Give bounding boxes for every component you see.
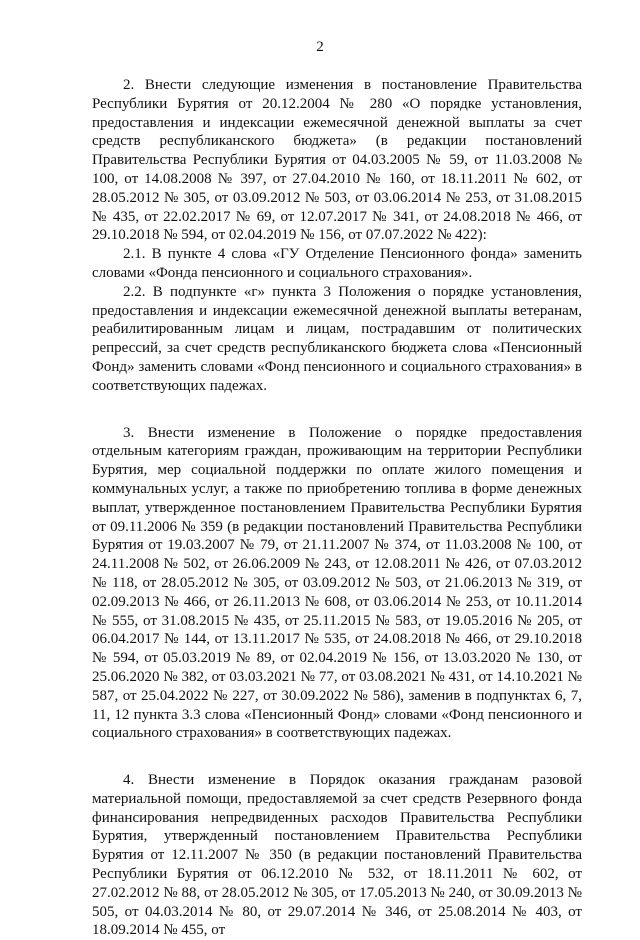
paragraph-3: 3. Внести изменение в Положение о порядке предоставления отдельным категориям граждан, проживающим на территории Республики Бурятия, мер социальной поддержки по оплате жилого помещения и коммунальных услуг, а также по приобретению топлива в форме денежных выплат, утвержденное постановлением Правительства Республики Бурятия от 09.11.2006 № 359 (в редакции постановлений Правительства Республики Бурятия от 19.03.2007 № 79, от 21.11.2007 № 374, от 11.03.2008 № 100, от 24.11.2008 № 502, от 26.06.2009 № 243, от 12.08.2011 № 426, от 07.03.2012 № 118, от 28.05.2012 № 305, от 03.09.2012 № 503, от 21.06.2013 № 319, от 02.09.2013 № 466, от 26.11.2013 № 608, от 03.06.2014 № 253, от 10.11.2014 № 555, от 31.08.2015 № 435, от 25.11.2015 № 583, от 19.05.2016 № 205, от 06.04.2017 № 144, от 13.11.2017 № 535, от 24.08.2018 № 466, от 29.10.2018 № 594, от 05.03.2019 № 89, от 02.04.2019 № 156, от 13.03.2020 № 130, от 25.06.2020 № 382, от 03.03.2021 № 77, от 03.08.2021 № 431, от 14.10.2021 № 587, от 25.04.2022 № 227, от 30.09.2022 № 586), заменив в подпунктах 6, 7, 11, 12 пункта 3.3 слова «Пенсионный Фонд» словами «Фонд пенсионного и социального страхования» в соответствующих падежах. <box>92 424 582 742</box>
paragraph-spacer <box>92 743 582 771</box>
paragraph-2-1: 2.1. В пункте 4 слова «ГУ Отделение Пенсионного фонда» заменить словами «Фонда пенсионного и социального страхования». <box>92 246 582 281</box>
paragraph-2-2: 2.2. В подпункте «г» пункта 3 Положения о порядке установления, предоставления и индексации ежемесячной денежной выплаты ветеранам, реабилитированным лицам и лицам, пострадавшим от политических репрессий, за счет средств республиканского бюджета слова «Пенсионный Фонд» заменить словами «Фонд пенсионного и социального страхования» в соответствующих падежах. <box>92 283 582 394</box>
paragraph-2: 2. Внести следующие изменения в постановление Правительства Республики Бурятия от 20.12.2004 № 280 «О порядке установления, предоставления и индексации ежемесячной денежной выплаты за счет средств республиканского бюджета» (в редакции постановлений Правительства Республики Бурятия от 04.03.2005 № 59, от 11.03.2008 № 100, от 14.08.2008 № 397, от 27.04.2010 № 160, от 18.11.2011 № 602, от 28.05.2012 № 305, от 03.09.2012 № 503, от 03.06.2014 № 253, от 31.08.2015 № 435, от 22.02.2017 № 69, от 12.07.2017 № 341, от 24.08.2018 № 466, от 29.10.2018 № 594, от 02.04.2019 № 156, от 07.07.2022 № 422): <box>92 77 582 244</box>
document-body <box>92 76 582 940</box>
page-number: 2 <box>316 39 324 55</box>
paragraph-4: 4. Внести изменение в Порядок оказания гражданам разовой материальной помощи, предоставляемой за счет средств Резервного фонда финансирования непредвиденных расходов Правительства Республики Бурятия, утвержденный постановлением Правительства Республики Бурятия от 12.11.2007 № 350 (в редакции постановлений Правительства Республики Бурятия от 06.12.2010 № 532, от 18.11.2011 № 602, от 27.02.2012 № 88, от 28.05.2012 № 305, от 17.05.2013 № 240, от 30.09.2013 № 505, от 04.03.2014 № 80, от 29.07.2014 № 346, от 25.08.2014 № 403, от 18.09.2014 № 455, от <box>92 772 582 939</box>
paragraph-spacer <box>92 396 582 424</box>
